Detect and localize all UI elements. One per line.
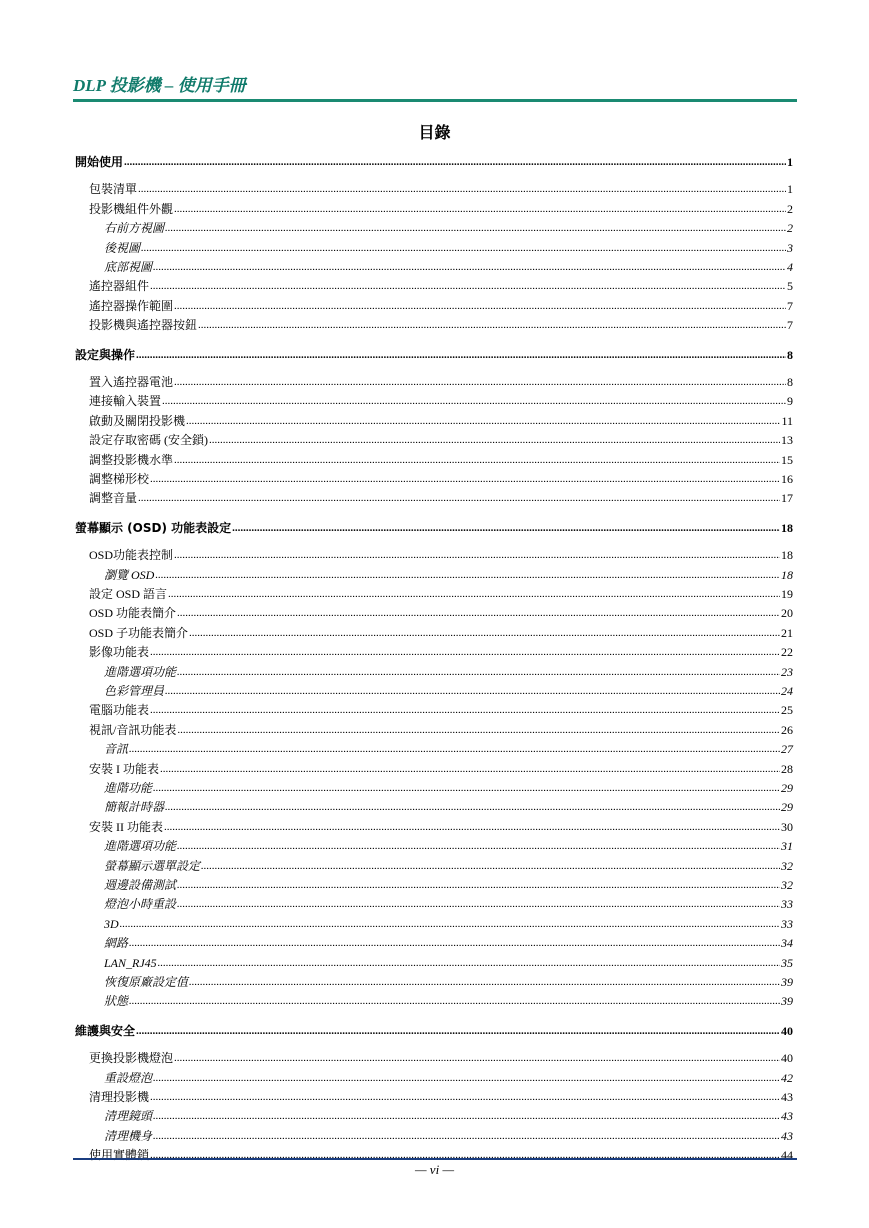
toc-entry[interactable] bbox=[89, 759, 793, 777]
toc-entry-page: 24 bbox=[781, 684, 793, 698]
toc-entry-title: 音訊 bbox=[104, 742, 129, 756]
toc-entry[interactable] bbox=[89, 179, 793, 197]
toc-entry-title: 投影機組件外觀 bbox=[89, 202, 174, 216]
toc-entry-title: 色彩管理員 bbox=[104, 684, 165, 698]
toc-entry-title: 影像功能表 bbox=[89, 645, 150, 659]
toc-entry[interactable] bbox=[89, 296, 793, 314]
toc-entry[interactable] bbox=[89, 450, 793, 468]
toc-dot-leader bbox=[186, 413, 780, 429]
toc-entry[interactable] bbox=[89, 430, 793, 448]
toc-entry[interactable] bbox=[89, 1048, 793, 1066]
toc-dot-leader bbox=[153, 780, 780, 796]
toc-subentry[interactable] bbox=[104, 662, 793, 680]
toc-dot-leader bbox=[153, 1108, 780, 1124]
toc-subentry[interactable] bbox=[104, 218, 793, 236]
toc-entry-page: 19 bbox=[781, 587, 793, 601]
toc-entry-title: 恢復原廠設定值 bbox=[104, 975, 189, 989]
toc-dot-leader bbox=[177, 722, 780, 738]
toc-dot-leader bbox=[201, 858, 780, 874]
toc-entry-page: 1 bbox=[787, 155, 793, 169]
toc-entry-page: 43 bbox=[781, 1090, 793, 1104]
toc-dot-leader bbox=[174, 298, 786, 314]
toc-dot-leader bbox=[168, 586, 780, 602]
toc-dot-leader bbox=[164, 819, 780, 835]
toc-entry[interactable] bbox=[89, 276, 793, 294]
toc-subentry[interactable] bbox=[104, 681, 793, 699]
toc-dot-leader bbox=[177, 605, 780, 621]
toc-entry-page: 31 bbox=[781, 839, 793, 853]
toc-dot-leader bbox=[209, 432, 780, 448]
toc-dot-leader bbox=[232, 520, 780, 536]
toc-entry-title: 後視圖 bbox=[104, 241, 141, 255]
toc-entry-page: 13 bbox=[781, 433, 793, 447]
toc-entry-title: 狀態 bbox=[104, 994, 129, 1008]
toc-entry-page: 21 bbox=[781, 626, 793, 640]
toc-entry-page: 44 bbox=[781, 1148, 793, 1162]
toc-entry-title: 投影機與遙控器按鈕 bbox=[89, 318, 198, 332]
toc-dot-leader bbox=[124, 154, 786, 170]
toc-entry-page: 23 bbox=[781, 665, 793, 679]
toc-entry-title: 包裝清單 bbox=[89, 182, 138, 196]
toc-entry[interactable] bbox=[89, 391, 793, 409]
toc-dot-leader bbox=[138, 490, 780, 506]
toc-entry-page: 5 bbox=[787, 279, 793, 293]
toc-entry-title: 調整投影機水準 bbox=[89, 453, 174, 467]
toc-dot-leader bbox=[153, 1070, 780, 1086]
toc-section-entry[interactable] bbox=[75, 345, 793, 363]
toc-dot-leader bbox=[174, 201, 786, 217]
toc-entry-page: 39 bbox=[781, 994, 793, 1008]
toc-entry-page: 34 bbox=[781, 936, 793, 950]
toc-dot-leader bbox=[158, 955, 780, 971]
toc-subentry[interactable] bbox=[104, 933, 793, 951]
toc-entry-title: 清理機身 bbox=[104, 1129, 153, 1143]
toc-entry-title: OSD 子功能表簡介 bbox=[89, 626, 189, 640]
toc-entry[interactable] bbox=[89, 817, 793, 835]
toc-entry-page: 33 bbox=[781, 917, 793, 931]
document-header-title: DLP 投影機 – 使用手冊 bbox=[73, 76, 246, 95]
toc-dot-leader bbox=[150, 702, 780, 718]
toc-entry-page: 29 bbox=[781, 781, 793, 795]
toc-dot-leader bbox=[174, 452, 780, 468]
toc-dot-leader bbox=[153, 1128, 780, 1144]
toc-entry-title: 右前方視圖 bbox=[104, 221, 165, 235]
toc-entry[interactable] bbox=[89, 1087, 793, 1105]
toc-entry-title: 週邊設備測試 bbox=[104, 878, 177, 892]
toc-dot-leader bbox=[129, 993, 780, 1009]
toc-subentry[interactable] bbox=[104, 739, 793, 757]
toc-dot-leader bbox=[155, 567, 780, 583]
toc-dot-leader bbox=[160, 761, 780, 777]
toc-entry-page: 43 bbox=[781, 1129, 793, 1143]
toc-dot-leader bbox=[153, 259, 786, 275]
toc-entry-page: 4 bbox=[787, 260, 793, 274]
toc-dot-leader bbox=[174, 547, 780, 563]
toc-entry-page: 43 bbox=[781, 1109, 793, 1123]
toc-entry-title: 3D bbox=[104, 917, 119, 931]
toc-dot-leader bbox=[150, 278, 786, 294]
toc-dot-leader bbox=[136, 1023, 780, 1039]
toc-subentry[interactable] bbox=[104, 894, 793, 912]
toc-subentry[interactable] bbox=[104, 914, 793, 932]
toc-subentry[interactable] bbox=[104, 991, 793, 1009]
toc-entry-page: 3 bbox=[787, 241, 793, 255]
toc-dot-leader bbox=[136, 347, 786, 363]
toc-entry-page: 7 bbox=[787, 318, 793, 332]
toc-entry-title: 設定與操作 bbox=[75, 348, 136, 362]
toc-section-entry[interactable] bbox=[75, 152, 793, 170]
toc-entry-title: 調整梯形校 bbox=[89, 472, 150, 486]
toc-dot-leader bbox=[177, 896, 780, 912]
toc-entry-title: 燈泡小時重設 bbox=[104, 897, 177, 911]
toc-section-entry[interactable] bbox=[75, 518, 793, 536]
toc-subentry[interactable] bbox=[104, 856, 793, 874]
toc-dot-leader bbox=[165, 220, 786, 236]
toc-entry-title: 設定存取密碼 (安全鎖) bbox=[89, 433, 208, 447]
toc-entry-page: 7 bbox=[787, 299, 793, 313]
toc-entry-title: 安裝 I 功能表 bbox=[89, 762, 159, 776]
toc-entry-page: 18 bbox=[781, 548, 793, 562]
toc-entry-page: 8 bbox=[787, 348, 793, 362]
toc-dot-leader bbox=[174, 1050, 780, 1066]
toc-entry-page: 25 bbox=[781, 703, 793, 717]
toc-entry[interactable] bbox=[89, 545, 793, 563]
toc-entry-page: 35 bbox=[781, 956, 793, 970]
toc-subentry[interactable] bbox=[104, 875, 793, 893]
toc-entry-page: 9 bbox=[787, 394, 793, 408]
toc-entry[interactable] bbox=[89, 372, 793, 390]
toc-entry-page: 18 bbox=[781, 568, 793, 582]
toc-entry[interactable] bbox=[89, 469, 793, 487]
toc-entry-title: 清理投影機 bbox=[89, 1090, 150, 1104]
toc-dot-leader bbox=[162, 393, 786, 409]
toc-entry-title: OSD 功能表簡介 bbox=[89, 606, 177, 620]
toc-entry-title: 開始使用 bbox=[75, 155, 124, 169]
toc-entry-title: 遙控器操作範圍 bbox=[89, 299, 174, 313]
toc-dot-leader bbox=[138, 181, 786, 197]
toc-entry-page: 8 bbox=[787, 375, 793, 389]
toc-entry-page: 2 bbox=[787, 221, 793, 235]
toc-entry-page: 30 bbox=[781, 820, 793, 834]
toc-title: 目錄 bbox=[418, 123, 451, 142]
toc-entry-page: 2 bbox=[787, 202, 793, 216]
toc-subentry[interactable] bbox=[104, 953, 793, 971]
toc-dot-leader bbox=[177, 664, 780, 680]
toc-dot-leader bbox=[141, 240, 786, 256]
toc-entry-title: 網路 bbox=[104, 936, 129, 950]
toc-entry-title: 螢幕顯示選單設定 bbox=[104, 859, 201, 873]
toc-subentry[interactable] bbox=[104, 836, 793, 854]
toc-subentry[interactable] bbox=[104, 238, 793, 256]
toc-entry-title: 維護與安全 bbox=[75, 1024, 136, 1038]
toc-entry-page: 26 bbox=[781, 723, 793, 737]
toc-entry-page: 17 bbox=[781, 491, 793, 505]
toc-entry-page: 22 bbox=[781, 645, 793, 659]
toc-dot-leader bbox=[189, 974, 780, 990]
toc-entry-title: 更換投影機燈泡 bbox=[89, 1051, 174, 1065]
toc-entry-title: 置入遙控器電池 bbox=[89, 375, 174, 389]
toc-dot-leader bbox=[177, 877, 780, 893]
toc-entry-title: 重設燈泡 bbox=[104, 1071, 153, 1085]
toc-entry-title: 進階選項功能 bbox=[104, 839, 177, 853]
toc-entry-title: LAN_RJ45 bbox=[104, 956, 157, 970]
footer-divider bbox=[73, 1158, 797, 1160]
toc-dot-leader bbox=[165, 799, 780, 815]
toc-entry[interactable] bbox=[89, 700, 793, 718]
toc-dot-leader bbox=[150, 644, 780, 660]
toc-entry[interactable] bbox=[89, 623, 793, 641]
toc-entry-page: 42 bbox=[781, 1071, 793, 1085]
toc-section-entry[interactable] bbox=[75, 1021, 793, 1039]
toc-entry-page: 33 bbox=[781, 897, 793, 911]
toc-entry-page: 32 bbox=[781, 878, 793, 892]
toc-entry-page: 18 bbox=[781, 521, 793, 535]
toc-dot-leader bbox=[120, 916, 780, 932]
toc-entry-title: 使用實體鎖 bbox=[89, 1148, 150, 1162]
toc-dot-leader bbox=[165, 683, 780, 699]
toc-subentry[interactable] bbox=[104, 565, 793, 583]
toc-entry-page: 40 bbox=[781, 1051, 793, 1065]
toc-entry-page: 1 bbox=[787, 182, 793, 196]
toc-entry-title: 清理鏡頭 bbox=[104, 1109, 153, 1123]
toc-entry-title: 連接輸入裝置 bbox=[89, 394, 162, 408]
toc-entry-page: 15 bbox=[781, 453, 793, 467]
toc-entry[interactable] bbox=[89, 642, 793, 660]
toc-subentry[interactable] bbox=[104, 972, 793, 990]
toc-subentry[interactable] bbox=[104, 1068, 793, 1086]
toc-entry-title: 安裝 II 功能表 bbox=[89, 820, 163, 834]
toc-subentry[interactable] bbox=[104, 257, 793, 275]
toc-entry-title: 電腦功能表 bbox=[89, 703, 150, 717]
toc-entry-title: 底部視圖 bbox=[104, 260, 153, 274]
toc-subentry[interactable] bbox=[104, 778, 793, 796]
toc-subentry[interactable] bbox=[104, 1126, 793, 1144]
toc-dot-leader bbox=[198, 317, 786, 333]
toc-entry[interactable] bbox=[89, 720, 793, 738]
toc-entry-title: 遙控器組件 bbox=[89, 279, 150, 293]
toc-entry[interactable] bbox=[89, 199, 793, 217]
toc-subentry[interactable] bbox=[104, 797, 793, 815]
toc-entry-page: 39 bbox=[781, 975, 793, 989]
toc-entry-title: 啟動及關閉投影機 bbox=[89, 414, 186, 428]
toc-dot-leader bbox=[150, 1089, 780, 1105]
toc-entry[interactable] bbox=[89, 584, 793, 602]
toc-entry-page: 29 bbox=[781, 800, 793, 814]
toc-entry-page: 16 bbox=[781, 472, 793, 486]
toc-dot-leader bbox=[174, 374, 786, 390]
toc-dot-leader bbox=[129, 935, 780, 951]
page-number: — vi — bbox=[415, 1162, 454, 1177]
toc-entry-page: 32 bbox=[781, 859, 793, 873]
toc-entry-page: 20 bbox=[781, 606, 793, 620]
toc-dot-leader bbox=[177, 838, 780, 854]
toc-entry-title: 瀏覽 OSD bbox=[104, 568, 155, 582]
toc-entry-page: 11 bbox=[781, 414, 793, 428]
toc-entry-title: 設定 OSD 語言 bbox=[89, 587, 168, 601]
toc-entry-page: 27 bbox=[781, 742, 793, 756]
toc-entry[interactable] bbox=[89, 315, 793, 333]
toc-dot-leader bbox=[189, 625, 780, 641]
toc-entry[interactable] bbox=[89, 488, 793, 506]
toc-dot-leader bbox=[150, 471, 780, 487]
toc-entry-title: 調整音量 bbox=[89, 491, 138, 505]
toc-entry-page: 40 bbox=[781, 1024, 793, 1038]
toc-entry-title: 進階選項功能 bbox=[104, 665, 177, 679]
toc-entry-page: 28 bbox=[781, 762, 793, 776]
toc-entry-title: 螢幕顯示 (OSD) 功能表設定 bbox=[75, 521, 232, 535]
toc-subentry[interactable] bbox=[104, 1106, 793, 1124]
toc-entry[interactable] bbox=[89, 603, 793, 621]
toc-entry[interactable] bbox=[89, 411, 793, 429]
toc-entry-title: 簡報計時器 bbox=[104, 800, 165, 814]
toc-entry-title: OSD功能表控制 bbox=[89, 548, 174, 562]
toc-dot-leader bbox=[129, 741, 780, 757]
toc-entry-title: 視訊/音訊功能表 bbox=[89, 723, 177, 737]
toc-entry-title: 進階功能 bbox=[104, 781, 153, 795]
